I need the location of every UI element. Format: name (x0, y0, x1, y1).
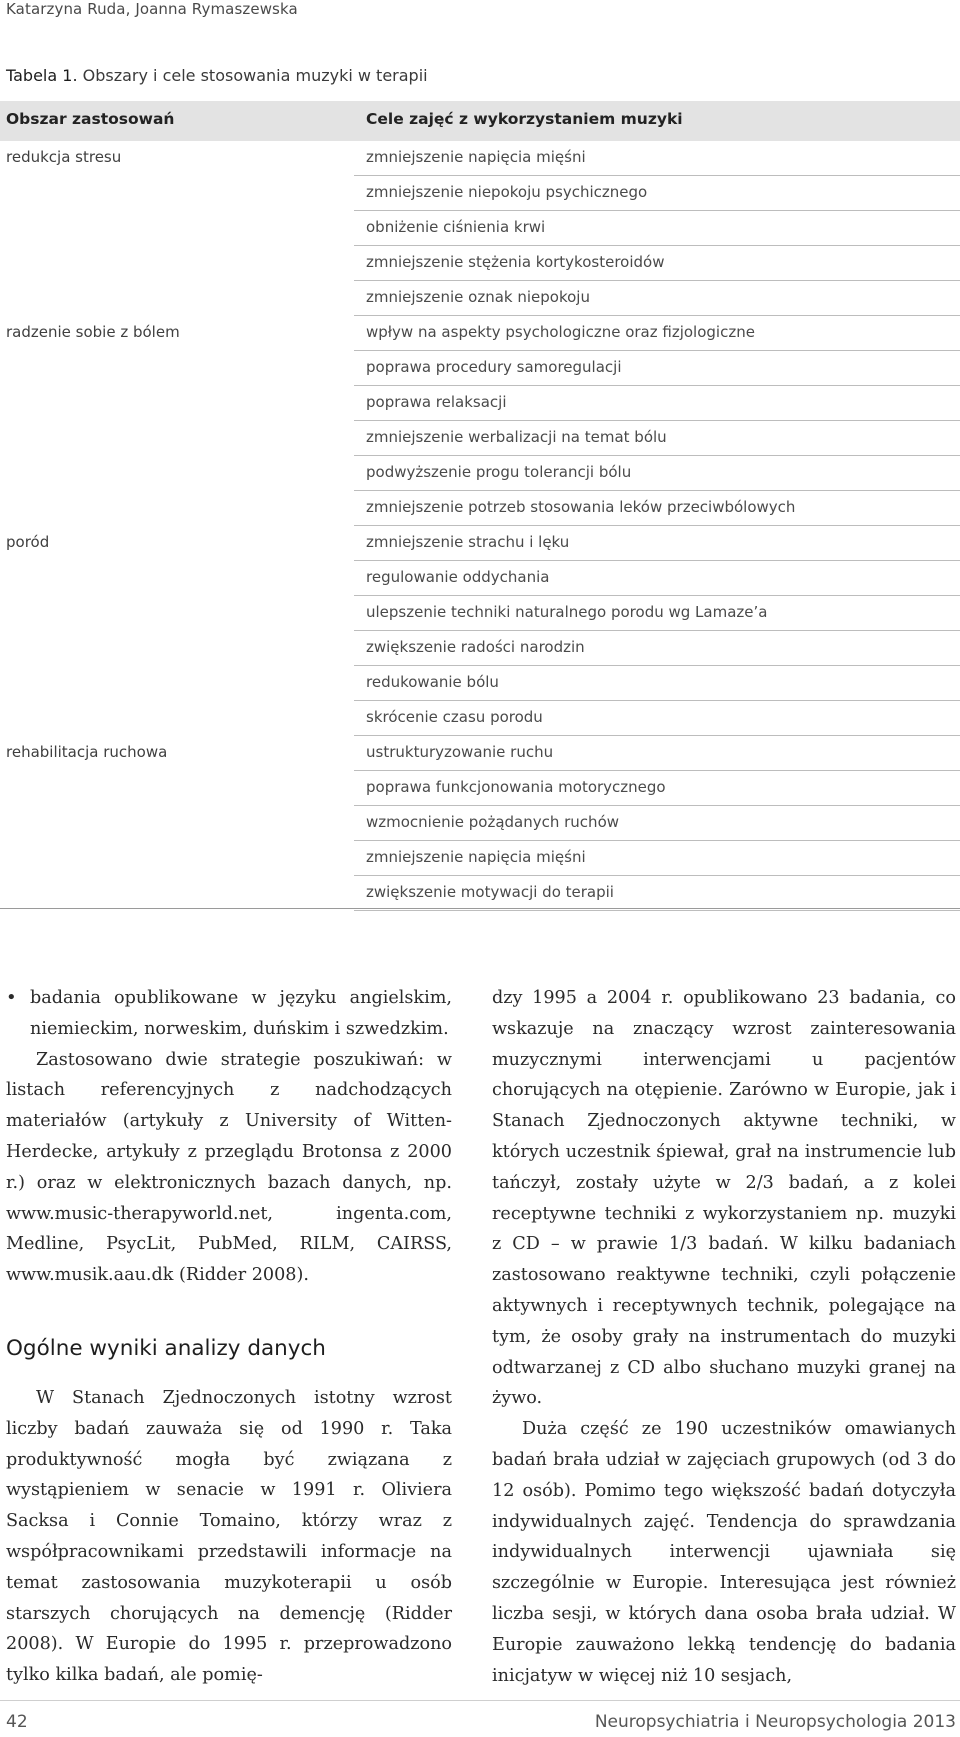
goal-cell: zmniejszenie niepokoju psychicznego (354, 176, 960, 211)
area-cell: radzenie sobie z bólem (6, 323, 180, 341)
goal-cell: poprawa procedury samoregulacji (354, 351, 960, 386)
area-cell: redukcja stresu (6, 148, 122, 166)
journal-name: Neuropsychiatria i Neuropsychologia 2013 (594, 1712, 956, 1732)
goal-cell: ustrukturyzowanie ruchu (354, 736, 960, 771)
music-therapy-table (0, 101, 960, 911)
paragraph-europe-studies: dzy 1995 a 2004 r. opublikowano 23 badania, co wskazuje na znaczący wzrost zainteresowania muzycznymi interwencjami u pacjentów chorujących na otępienie. Zarówno w Europie, jak i Stanach Zjednoczonych aktywne techniki, w których uczestnik śpiewał, grał na instrumencie lub tańczył, zostały użyte w 2/3 badań, a z kolei receptywne techniki z wykorzystaniem np. muzyki z CD – w prawie 1/3 badań. W kilku badaniach zastosowano reaktywne techniki, czyli połączenie aktywnych i receptywnych technik, polegające na tym, że osoby grały na instrumentach do muzyki odtwarzanej z CD albo słuchano muzyki granej na żywo. (492, 988, 956, 1409)
goal-cell: zmniejszenie napięcia mięśni (354, 841, 960, 876)
footer-rule (0, 1700, 960, 1701)
section-heading: Ogólne wyniki analizy danych (6, 1335, 326, 1361)
table-group-stress (0, 141, 960, 316)
table-label: Tabela 1. (6, 66, 78, 85)
goal-cell: regulowanie oddychania (354, 561, 960, 596)
table-group-pain (0, 316, 960, 526)
goals-list (354, 316, 960, 526)
goal-cell: zmniejszenie napięcia mięśni (354, 141, 960, 176)
goal-cell: zwiększenie motywacji do terapii (354, 876, 960, 911)
table-caption-text: Obszary i cele stosowania muzyki w terapii (82, 66, 428, 85)
goals-list (354, 736, 960, 911)
table-group-rehab (0, 736, 960, 911)
goal-cell: skrócenie czasu porodu (354, 701, 960, 736)
goals-list (354, 141, 960, 316)
running-head-authors: Katarzyna Ruda, Joanna Rymaszewska (6, 0, 298, 18)
goal-cell: obniżenie ciśnienia krwi (354, 211, 960, 246)
goal-cell: poprawa funkcjonowania motorycznego (354, 771, 960, 806)
table-caption (6, 66, 428, 85)
table-group-birth (0, 526, 960, 736)
goal-cell: wzmocnienie pożądanych ruchów (354, 806, 960, 841)
goal-cell: zwiększenie radości narodzin (354, 631, 960, 666)
right-text-column (492, 983, 956, 1691)
goal-cell: zmniejszenie oznak niepokoju (354, 281, 960, 316)
goal-cell: poprawa relaksacji (354, 386, 960, 421)
goals-list (354, 526, 960, 736)
bullet-item (6, 983, 452, 1045)
goal-cell: ulepszenie techniki naturalnego porodu wg Lamaze’a (354, 596, 960, 631)
goal-cell: zmniejszenie werbalizacji na temat bólu (354, 421, 960, 456)
goal-cell: zmniejszenie strachu i lęku (354, 526, 960, 561)
goal-cell: zmniejszenie stężenia kortykosteroidów (354, 246, 960, 281)
paragraph-search-strategies: Zastosowano dwie strategie poszukiwań: w listach referencyjnych z nadchodzących materiałów (artykuły z University of Witten-Herdecke, artykuły z przeglądu Brotonsa z 2000 r.) oraz w elektronicznych bazach danych, np. www.music-therapyworld.net, ingenta.com, Medline, PsycLit, PubMed, RILM, CAIRSS, www.musik.aau.dk (Ridder 2008). (6, 1049, 452, 1286)
goal-cell: podwyższenie progu tolerancji bólu (354, 456, 960, 491)
table-bottom-rule (0, 908, 960, 909)
table-header-row (0, 101, 960, 141)
goal-cell: wpływ na aspekty psychologiczne oraz fizjologiczne (354, 316, 960, 351)
left-text-column (6, 983, 452, 1691)
area-cell: poród (6, 533, 50, 551)
column-header-area: Obszar zastosowań (6, 110, 175, 128)
bullet-text: badania opublikowane w języku angielskim, niemieckim, norweskim, duńskim i szwedzkim. (30, 988, 452, 1039)
page-number: 42 (6, 1712, 28, 1732)
area-cell: rehabilitacja ruchowa (6, 743, 168, 761)
goal-cell: zmniejszenie potrzeb stosowania leków przeciwbólowych (354, 491, 960, 526)
bullet-icon: • (6, 987, 17, 1008)
paragraph-participants: Duża część ze 190 uczestników omawianych badań brała udział w zajęciach grupowych (od 3 do 12 osób). Pomimo tego większość badań dotyczyła indywidualnych zajęć. Tendencja do sprawdzania indywidualnych interwencji ujawniała się szczególnie w Europie. Interesująca jest również liczba sesji, w których dana osoba brała udział. W Europie zauważono lekką tendencję do badania inicjatyw w więcej niż 10 sesjach, (492, 1419, 956, 1686)
goal-cell: redukowanie bólu (354, 666, 960, 701)
paragraph-us-research: W Stanach Zjednoczonych istotny wzrost liczby badań zauważa się od 1990 r. Taka produktywność mogła być związana z wystąpieniem w senacie w 1991 r. Oliviera Sacksa i Connie Tomaino, którzy wraz z współpracownikami przedstawili informacje na temat zastosowania muzykoterapii u osób starszych chorujących na demencję (Ridder 2008). W Europie do 1995 r. przeprowadzono tylko kilka badań, ale pomię- (6, 1387, 452, 1686)
column-header-goals: Cele zajęć z wykorzystaniem muzyki (366, 110, 683, 128)
